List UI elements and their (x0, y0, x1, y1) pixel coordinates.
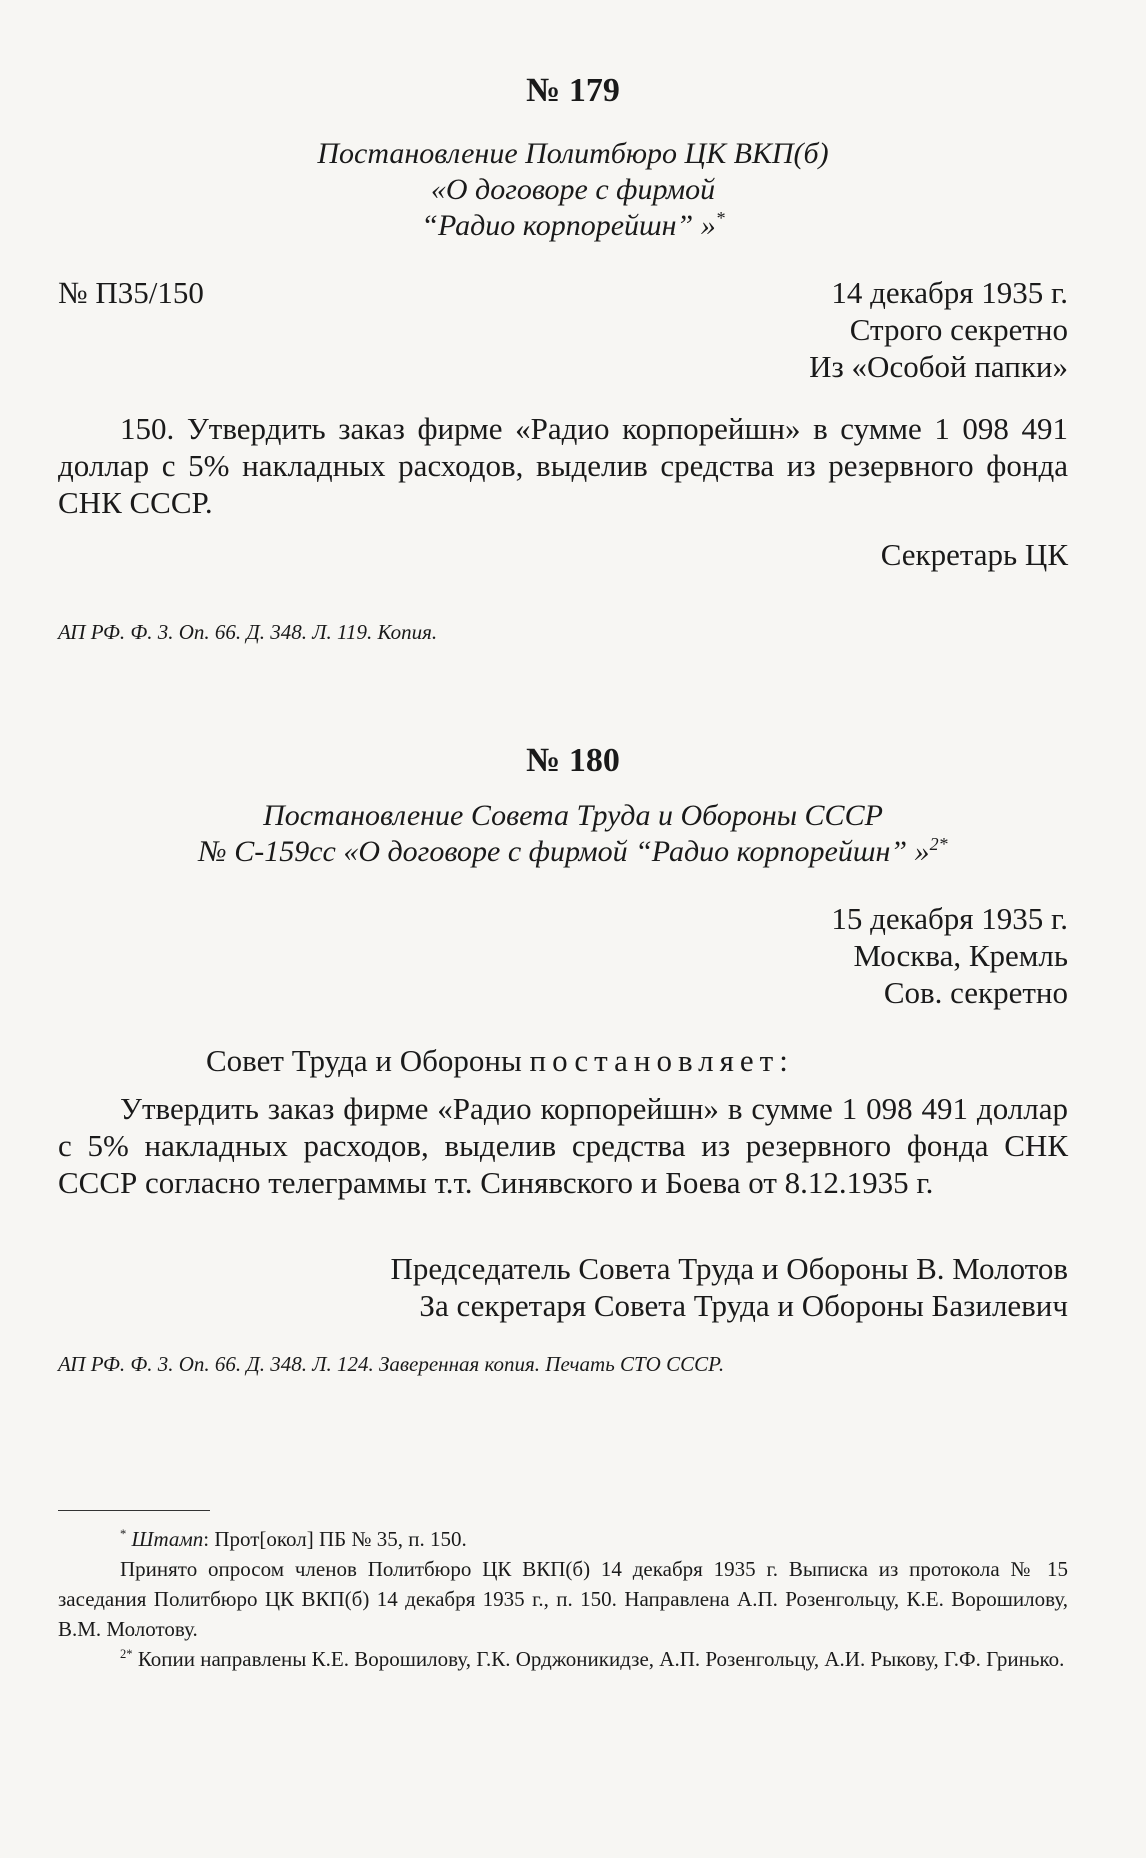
doc179-secrecy: Строго секретно (849, 312, 1068, 347)
doc179-title-line1: Постановление Политбюро ЦК ВКП(б) (317, 137, 829, 170)
doc179-reg-number: № П35/150 (58, 275, 204, 310)
doc180-preamble: Совет Труда и Обороны постановляет: (206, 1043, 788, 1078)
doc180-signatures (200, 1250, 1068, 1324)
doc180-date: 15 декабря 1935 г. (831, 901, 1068, 936)
doc179-folder: Из «Особой папки» (809, 349, 1068, 384)
doc180-signature1: Председатель Совета Труда и Обороны В. Молотов (390, 1251, 1068, 1286)
footnote-divider (58, 1510, 210, 1511)
doc180-source: АП РФ. Ф. 3. Оп. 66. Д. 348. Л. 124. Заверенная копия. Печать СТО СССР. (58, 1352, 725, 1376)
doc180-header-right (600, 900, 1068, 1011)
doc180-secrecy: Сов. секретно (883, 975, 1068, 1010)
footnotes (58, 1524, 1068, 1674)
footnote-ref-1: * (715, 208, 725, 228)
footnote-2: $^{2*}$ Копии направлены К.Е. Ворошилову, Г.К. Орджоникидзе, А.П. Розенгольцу, А.И. Рыкову, Г.Ф. Гринько. (120, 1647, 1065, 1671)
doc180-paragraph: Утвердить заказ фирме «Радио корпорейшн» в сумме 1 098 491 доллар с 5% накладных расходов, выделив средства из резервного фонда СНК СССР согласно телеграммы т.т. Синявского и Боева от 8.12.1935 г. (58, 1091, 1068, 1200)
doc180-preamble-spaced: постановляет (529, 1043, 780, 1078)
doc179-signature: Секретарь ЦК (880, 537, 1068, 572)
doc179-title-line2: «О договоре с фирмой (430, 173, 716, 206)
doc180-place: Москва, Кремль (853, 938, 1068, 973)
doc180-signature2: За секретаря Совета Труда и Обороны Базилевич (419, 1288, 1068, 1323)
doc180-title-line1: Постановление Совета Труда и Обороны СССР (263, 799, 883, 832)
doc180-number: № 180 (526, 742, 620, 779)
footnote-ref-2: 2* (929, 834, 948, 854)
doc179-date: 14 декабря 1935 г. (831, 275, 1068, 310)
doc179-number: № 179 (526, 72, 620, 109)
doc180-title-line2: № С-159сс «О договоре с фирмой “Радио корпорейшн” »$^{2*}$ (198, 834, 948, 868)
doc179-title-line3: “Радио корпорейшн” »* (421, 208, 725, 242)
footnote-1: * Штамп: Прот[окол] ПБ № 35, п. 150. (120, 1527, 467, 1551)
doc179-source: АП РФ. Ф. 3. Оп. 66. Д. 348. Л. 119. Копия. (58, 620, 438, 644)
doc179-paragraph: 150. Утвердить заказ фирме «Радио корпорейшн» в сумме 1 098 491 доллар с 5% накладных расходов, выделив средства из резервного фонда СНК СССР. (58, 411, 1068, 520)
doc179-header-right (600, 274, 1068, 385)
doc179-title (0, 136, 1146, 244)
doc180-title (0, 798, 1146, 870)
footnote-1-paragraph: Принято опросом членов Политбюро ЦК ВКП(б) 14 декабря 1935 г. Выписка из протокола № 15 заседания Политбюро ЦК ВКП(б) 14 декабря 1935 г., п. 150. Направлена А.П. Розенгольцу, К.Е. Ворошилову, В.М. Молотову. (58, 1557, 1068, 1641)
